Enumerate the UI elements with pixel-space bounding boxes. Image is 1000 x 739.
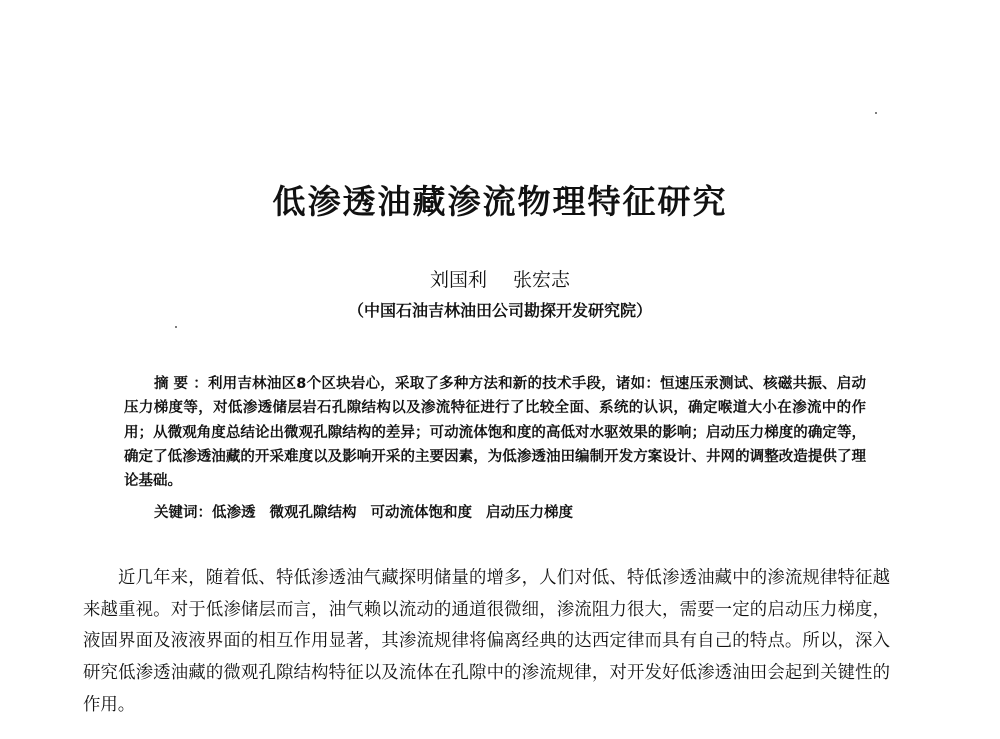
abstract-text: 利用吉林油区8个区块岩心，采取了多种方法和新的技术手段，诸如：恒速压汞测试、核磁共振、启动压力梯度等，对低渗透储层岩石孔隙结构以及渗流特征进行了比较全面、系统的认识，确定喉道大小在渗流中的作用；从微观角度总结论出微观孔隙结构的差异；可动流体饱和度的高低对水驱效果的影响；启动压力梯度的确定等，确定了低渗透油藏的开采难度以及影响开采的主要因素，为低渗透油田编制开发方案设计、井网的调整改造提供了理论基础。 xyxy=(124,376,866,490)
scan-speck xyxy=(875,112,877,114)
abstract-separator: ： xyxy=(193,376,208,392)
author-name: 刘国利 xyxy=(429,269,487,291)
keywords-label: 关键词： xyxy=(154,505,212,521)
keyword: 微观孔隙结构 xyxy=(269,505,357,521)
abstract xyxy=(124,372,866,493)
author-line xyxy=(0,266,1000,294)
body-paragraph: 近几年来，随着低、特低渗透油气藏探明储量的增多，人们对低、特低渗透油藏中的渗流规律特征越来越重视。对于低渗储层而言，油气赖以流动的通道很微细，渗流阻力很大，需要一定的启动压力梯度，液固界面及液液界面的相互作用显著，其渗流规律将偏离经典的达西定律而具有自己的特点。所以，深入研究低渗透油藏的微观孔隙结构特征以及流体在孔隙中的渗流规律，对开发好低渗透油田会起到关键性的作用。 xyxy=(83,568,890,715)
author-name: 张宏志 xyxy=(513,269,571,291)
paper-title: 低渗透油藏渗流物理特征研究 xyxy=(272,182,728,221)
keyword: 低渗透 xyxy=(212,505,256,521)
keywords xyxy=(154,501,864,525)
abstract-label: 摘要 xyxy=(154,376,193,392)
keyword: 可动流体饱和度 xyxy=(370,505,472,521)
keyword: 启动压力梯度 xyxy=(486,505,573,521)
affiliation: （中国石油吉林油田公司勘探开发研究院） xyxy=(347,301,652,320)
scan-speck xyxy=(175,326,177,328)
